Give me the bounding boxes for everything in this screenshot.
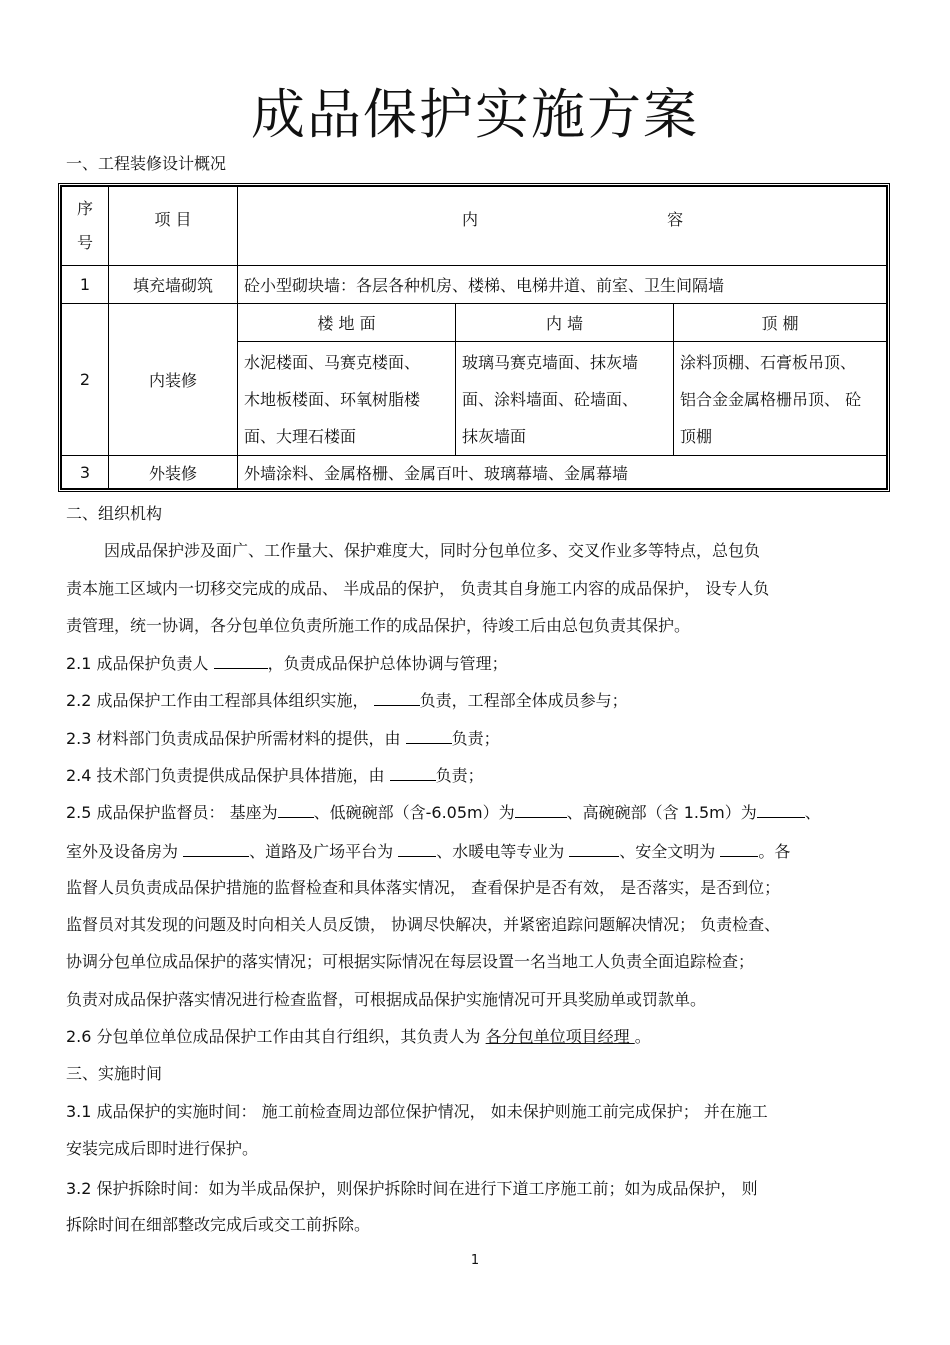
item-2-6 bbox=[66, 1026, 651, 1048]
header-no-line2: 号 bbox=[76, 233, 93, 252]
item-2-2-tail: 负责，工程部全体成员参与； bbox=[419, 691, 628, 710]
row2-sub3-head: 顶 棚 bbox=[674, 304, 887, 342]
item-3-2-line1: 3.2 保护拆除时间：如为半成品保护，则保护拆除时间在进行下道工序施工前；如为成品保护， 则 bbox=[66, 1179, 758, 1198]
row1-content: 砼小型砌块墙：各层各种机房、楼梯、电梯井道、前室、卫生间隔墙 bbox=[238, 266, 887, 304]
item-2-5-text-b: 、低碗碗部（含-6.05m）为 bbox=[313, 803, 515, 822]
blank-field bbox=[569, 840, 619, 857]
blank-field bbox=[398, 840, 436, 857]
item-2-5-line4: 监督员对其发现的问题及时向相关人员反馈， 协调尽快解决，并紧密追踪问题解决情况； 负责检查、 bbox=[66, 915, 781, 934]
blank-field bbox=[757, 801, 805, 818]
header-item: 项 目 bbox=[109, 187, 238, 266]
section-heading-2: 二、组织机构 bbox=[66, 504, 163, 523]
blank-field bbox=[515, 801, 567, 818]
item-2-5-text-i: 。各 bbox=[758, 842, 791, 861]
intro-line-2: 责本施工区域内一切移交完成的成品、 半成品的保护， 负责其自身施工内容的成品保护， 设专人负 bbox=[66, 579, 770, 598]
item-2-5-text-g: 、水暖电等专业为 bbox=[436, 842, 570, 861]
intro-line-3: 责管理，统一协调，各分包单位负责所施工作的成品保护，待竣工后由总包负责其保护。 bbox=[66, 616, 691, 635]
item-2-1-tail: ，负责成品保护总体协调与管理； bbox=[267, 654, 508, 673]
item-2-5-text-f: 、道路及广场平台为 bbox=[249, 842, 399, 861]
row1-no: 1 bbox=[62, 266, 109, 304]
row2-no: 2 bbox=[62, 304, 109, 456]
item-2-4 bbox=[66, 764, 484, 787]
row2-sub2-line2: 面、涂料墙面、砼墙面、 bbox=[462, 390, 639, 409]
item-2-5-line2 bbox=[66, 840, 790, 863]
row2-sub3-line3: 顶棚 bbox=[680, 427, 713, 446]
header-no-line1: 序 bbox=[76, 199, 93, 218]
item-2-6-text: 2.6 分包单位单位成品保护工作由其自行组织，其负责人为 bbox=[66, 1027, 486, 1046]
blank-field bbox=[278, 801, 314, 818]
item-2-1-text: 2.1 成品保护负责人 bbox=[66, 654, 214, 673]
item-3-1-line2: 安装完成后即时进行保护。 bbox=[66, 1139, 259, 1158]
item-2-1 bbox=[66, 652, 508, 675]
section-heading-3: 三、实施时间 bbox=[66, 1064, 163, 1083]
row1-item: 填充墙砌筑 bbox=[109, 266, 238, 304]
item-2-2-text: 2.2 成品保护工作由工程部具体组织实施， bbox=[66, 691, 374, 710]
blank-field bbox=[390, 764, 436, 781]
row2-sub1-head: 楼 地 面 bbox=[238, 304, 456, 342]
row3-no: 3 bbox=[62, 456, 109, 489]
item-2-3-text: 2.3 材料部门负责成品保护所需材料的提供，由 bbox=[66, 729, 406, 748]
item-2-5-line3: 监督人员负责成品保护措施的监督检查和具体落实情况， 查看保护是否有效， 是否落实，是否到位； bbox=[66, 878, 781, 897]
item-2-4-tail: 负责； bbox=[435, 766, 484, 785]
header-content-1: 内 bbox=[462, 210, 479, 229]
section-heading-1: 一、工程装修设计概况 bbox=[66, 154, 227, 173]
item-3-1-line1: 3.1 成品保护的实施时间： 施工前检查周边部位保护情况， 如未保护则施工前完成保护； 并在施工 bbox=[66, 1102, 768, 1121]
row2-sub3-line2: 铝合金金属格栅吊顶、 砼 bbox=[680, 390, 862, 409]
item-2-5-text-h: 、安全文明为 bbox=[619, 842, 721, 861]
row2-sub2-line3: 抹灰墙面 bbox=[462, 427, 527, 446]
item-2-5-text-e: 室外及设备房为 bbox=[66, 842, 184, 861]
row2-sub2-line1: 玻璃马赛克墙面、抹灰墙 bbox=[462, 353, 639, 372]
item-2-5-line5: 协调分包单位成品保护的落实情况；可根据实际情况在每层设置一名当地工人负责全面追踪检查； bbox=[66, 952, 755, 971]
document-title: 成品保护实施方案 bbox=[251, 83, 699, 146]
blank-field bbox=[214, 652, 268, 669]
intro-line-1: 因成品保护涉及面广、工作量大、保护难度大，同时分包单位多、交叉作业多等特点，总包负 bbox=[104, 541, 761, 560]
blank-field bbox=[374, 689, 420, 706]
row2-sub1-line2: 木地板楼面、环氧树脂楼 bbox=[244, 390, 421, 409]
row2-sub2-head: 内 墙 bbox=[456, 304, 674, 342]
blank-field bbox=[406, 727, 452, 744]
item-2-5-text-d: 、 bbox=[804, 803, 821, 822]
item-2-3 bbox=[66, 727, 500, 750]
item-2-5-line6: 负责对成品保护落实情况进行检查监督，可根据成品保护实施情况可开具奖励单或罚款单。 bbox=[66, 990, 707, 1009]
item-2-5-text-a: 2.5 成品保护监督员： 基座为 bbox=[66, 803, 278, 822]
header-content bbox=[238, 187, 887, 266]
row2-sub1-body bbox=[238, 342, 456, 456]
row2-sub3-line1: 涂料顶棚、石膏板吊顶、 bbox=[680, 353, 857, 372]
page-number: 1 bbox=[470, 1253, 480, 1268]
item-2-4-text: 2.4 技术部门负责提供成品保护具体措施，由 bbox=[66, 766, 390, 785]
header-content-2: 容 bbox=[667, 210, 684, 229]
item-2-3-tail: 负责； bbox=[451, 729, 500, 748]
item-2-5-line1 bbox=[66, 801, 821, 824]
row2-sub3-body bbox=[674, 342, 887, 456]
item-3-2-line2: 拆除时间在细部整改完成后或交工前拆除。 bbox=[66, 1215, 371, 1234]
item-2-5-text-c: 、高碗碗部（含 1.5m）为 bbox=[566, 803, 757, 822]
header-no bbox=[62, 187, 109, 266]
blank-field bbox=[720, 840, 758, 857]
item-2-2 bbox=[66, 689, 628, 712]
overview-table bbox=[58, 183, 890, 492]
item-2-6-tail: 。 bbox=[634, 1027, 651, 1046]
row2-sub1-line1: 水泥楼面、马赛克楼面、 bbox=[244, 353, 421, 372]
row2-item: 内装修 bbox=[109, 304, 238, 456]
row2-sub1-line3: 面、大理石楼面 bbox=[244, 427, 357, 446]
row2-sub2-body bbox=[456, 342, 674, 456]
row3-item: 外装修 bbox=[109, 456, 238, 489]
item-2-6-responsible: 各分包单位项目经理 bbox=[485, 1027, 635, 1046]
blank-field bbox=[183, 840, 249, 857]
row3-content: 外墙涂料、金属格栅、金属百叶、玻璃幕墙、金属幕墙 bbox=[238, 456, 887, 489]
